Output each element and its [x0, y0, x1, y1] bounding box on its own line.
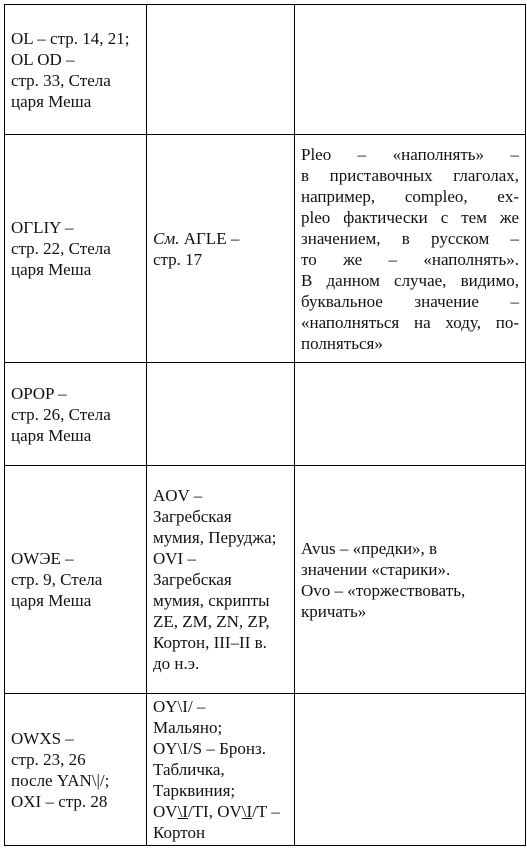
meaning-line: В данном случае, видимо,: [301, 270, 519, 290]
term-cell: [5, 694, 147, 846]
meaning-line: значении «старики».: [301, 559, 451, 579]
reference-line: мумия, Перуджа;: [153, 528, 277, 547]
meaning-line: pleo фактически с тем же: [301, 207, 519, 227]
term-line: OWXS –: [11, 728, 74, 748]
meaning-line: Avus – «предки», в: [301, 538, 438, 558]
reference-line: Загребская: [153, 570, 232, 589]
term-line: царя Меша: [11, 425, 92, 445]
term-line: царя Меша: [11, 260, 92, 279]
table-row: [5, 135, 526, 363]
term-line: стр. 9, Стела: [11, 570, 103, 589]
reference-line: до н.э.: [153, 654, 200, 673]
reference-line: Кортон: [153, 823, 206, 842]
meaning-line: значением, в русском –: [301, 228, 519, 248]
reference-line: Мальяно;: [153, 718, 223, 737]
reference-line: ZE, ZM, ZN, ZP,: [153, 612, 270, 631]
term-line: OPOP –: [11, 383, 67, 403]
term-line: стр. 26, Стела: [11, 404, 111, 424]
table-row: [5, 466, 526, 694]
reference-cell: [147, 466, 295, 694]
term-line: OL – стр. 14, 21;: [11, 28, 130, 48]
term-line: OL OD –: [11, 49, 75, 69]
reference-line: мумия, скрипты: [153, 591, 270, 610]
meaning-cell: [295, 694, 526, 846]
term-cell: [5, 363, 147, 466]
meaning-line: кричать»: [301, 601, 367, 621]
underlined-glyph: \I: [177, 802, 188, 821]
term-line: царя Меша: [11, 91, 92, 111]
meaning-line: буквальное значение –: [301, 291, 519, 311]
reference-text: /T –: [252, 802, 280, 821]
meaning-cell: [295, 135, 526, 363]
reference-line: стр. 17: [153, 249, 203, 269]
reference-line: [153, 228, 288, 249]
reference-cell: [147, 5, 295, 135]
meaning-line: например, compleo, ex-: [301, 186, 519, 206]
term-cell: [5, 466, 147, 694]
reference-line: Кортон, III–II в.: [153, 633, 267, 652]
term-cell: [5, 135, 147, 363]
reference-line: OY\I/S – Бронз.: [153, 739, 266, 758]
meaning-cell: [295, 363, 526, 466]
table-row: [5, 694, 526, 846]
term-line: стр. 23, 26: [11, 749, 86, 769]
meaning-line: в приставочных глаголах,: [301, 165, 519, 185]
term-line: OWЭE –: [11, 549, 74, 568]
reference-cell: [147, 363, 295, 466]
reference-cell: [147, 135, 295, 363]
underlined-glyph: \I: [241, 802, 253, 821]
term-line: стр. 33, Стела: [11, 70, 111, 90]
reference-line: Табличка,: [153, 760, 225, 779]
meaning-line: полняться»: [301, 333, 383, 353]
term-line: OГLIY –: [11, 218, 74, 237]
meaning-line: «наполняться на ходу, по-: [301, 312, 519, 332]
reference-text: OV: [153, 802, 178, 821]
term-line: стр. 22, Стела: [11, 239, 111, 258]
meaning-line: Pleo – «наполнять» –: [301, 144, 519, 164]
table-row: [5, 363, 526, 466]
meaning-cell: [295, 5, 526, 135]
table-row: [5, 5, 526, 135]
reference-line: OVI –: [153, 549, 196, 568]
reference-text: /TI, OV: [187, 802, 242, 821]
reference-line: [153, 801, 288, 822]
dictionary-table: [4, 4, 526, 846]
reference-line: Тарквиния;: [153, 781, 236, 800]
meaning-line: то же – «наполнять».: [301, 249, 519, 269]
term-line: OXI – стр. 28: [11, 791, 108, 811]
reference-cell: [147, 694, 295, 846]
term-cell: [5, 5, 147, 135]
reference-line: AOV –: [153, 486, 203, 505]
term-line: после YAN\|/;: [11, 770, 110, 790]
meaning-line: Ovo – «торжествовать,: [301, 580, 466, 600]
meaning-cell: [295, 466, 526, 694]
reference-line: Загребская: [153, 507, 232, 526]
see-also-label: См.: [153, 228, 180, 248]
term-line: царя Меша: [11, 591, 92, 610]
reference-line: OY\I/ –: [153, 697, 206, 716]
reference-text: AГLE –: [179, 228, 240, 248]
